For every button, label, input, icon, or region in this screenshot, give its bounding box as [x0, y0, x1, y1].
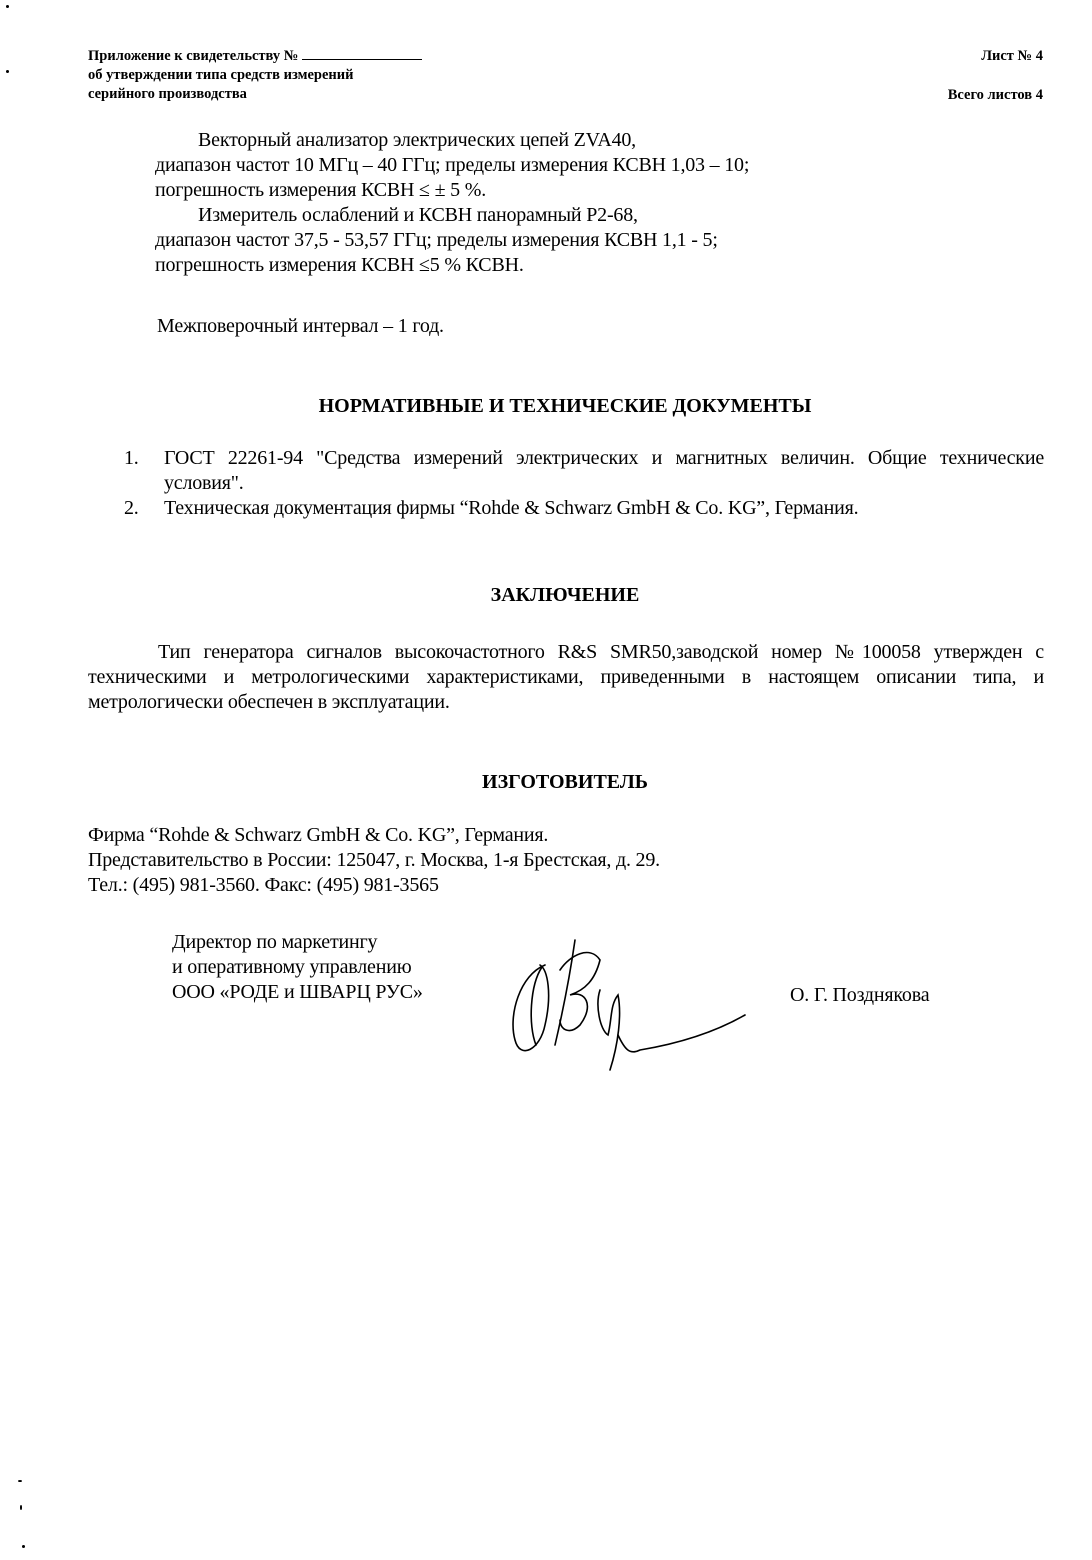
header-line-1: Приложение к свидетельству № [88, 47, 422, 66]
scan-speck [22, 1545, 25, 1548]
signatory-position: Директор по маркетингу и оперативному управлению ООО «РОДЕ и ШВАРЦ РУС» [172, 931, 423, 1003]
header-line-3: серийного производства [88, 86, 247, 102]
signatory-name: О. Г. Позднякова [790, 984, 930, 1006]
total-sheets: Всего листов 4 [947, 87, 1043, 103]
certificate-header [88, 47, 422, 104]
conclusion-text: Тип генератора сигналов высокочастотного R&S SMR50,заводской номер №100058 утвержден с техническими и метрологическими характеристиками, приведенными в настоящем описании типа, и метрологически обеспечен в эксплуатации. [88, 641, 1044, 713]
list-item: 1. ГОСТ 22261-94 "Средства измерений электрических и магнитных величин. Общие технические условия". [124, 447, 1044, 494]
certificate-number-blank [302, 47, 422, 60]
verification-interval: Межповерочный интервал – 1 год. [157, 315, 444, 337]
section-title-conclusion: ЗАКЛЮЧЕНИЕ [490, 584, 640, 606]
sheet-info [948, 47, 1043, 105]
manufacturer-info: Фирма “Rohde & Schwarz GmbH & Co. KG”, Германия. Представительство в России: 125047, г. Москва, 1-я Брестская, д. 29. Тел.: (495) 981-3560. Факс: (495) 981-3565 [88, 824, 660, 896]
sheet-number: Лист № 4 [981, 48, 1043, 64]
scan-speck [6, 70, 9, 73]
list-item: 2. Техническая документация фирмы “Rohde & Schwarz GmbH & Co. KG”, Германия. [124, 497, 859, 519]
equipment-list [155, 128, 915, 278]
equipment-item: Измеритель ослаблений и КСВН панорамный Р2-68, диапазон частот 37,5 - 53,57 ГГц; пределы измерения КСВН 1,1 - 5; погрешность измерения КСВН ≤5 % КСВН. [155, 204, 718, 276]
equipment-item: Векторный анализатор электрических цепей ZVA40, диапазон частот 10 МГц – 40 ГГц; пределы измерения КСВН 1,03 – 10; погрешность измерения КСВН ≤ ± 5 %. [155, 129, 750, 201]
scan-speck [18, 1480, 22, 1482]
normative-docs-list [124, 446, 1044, 521]
section-title-normative: НОРМАТИВНЫЕ И ТЕХНИЧЕСКИЕ ДОКУМЕНТЫ [318, 395, 812, 417]
section-title-manufacturer: ИЗГОТОВИТЕЛЬ [482, 771, 648, 793]
header-line-2: об утверждении типа средств измерений [88, 67, 354, 83]
handwritten-signature [500, 935, 760, 1075]
scan-speck [6, 5, 9, 8]
scan-speck [20, 1505, 22, 1510]
